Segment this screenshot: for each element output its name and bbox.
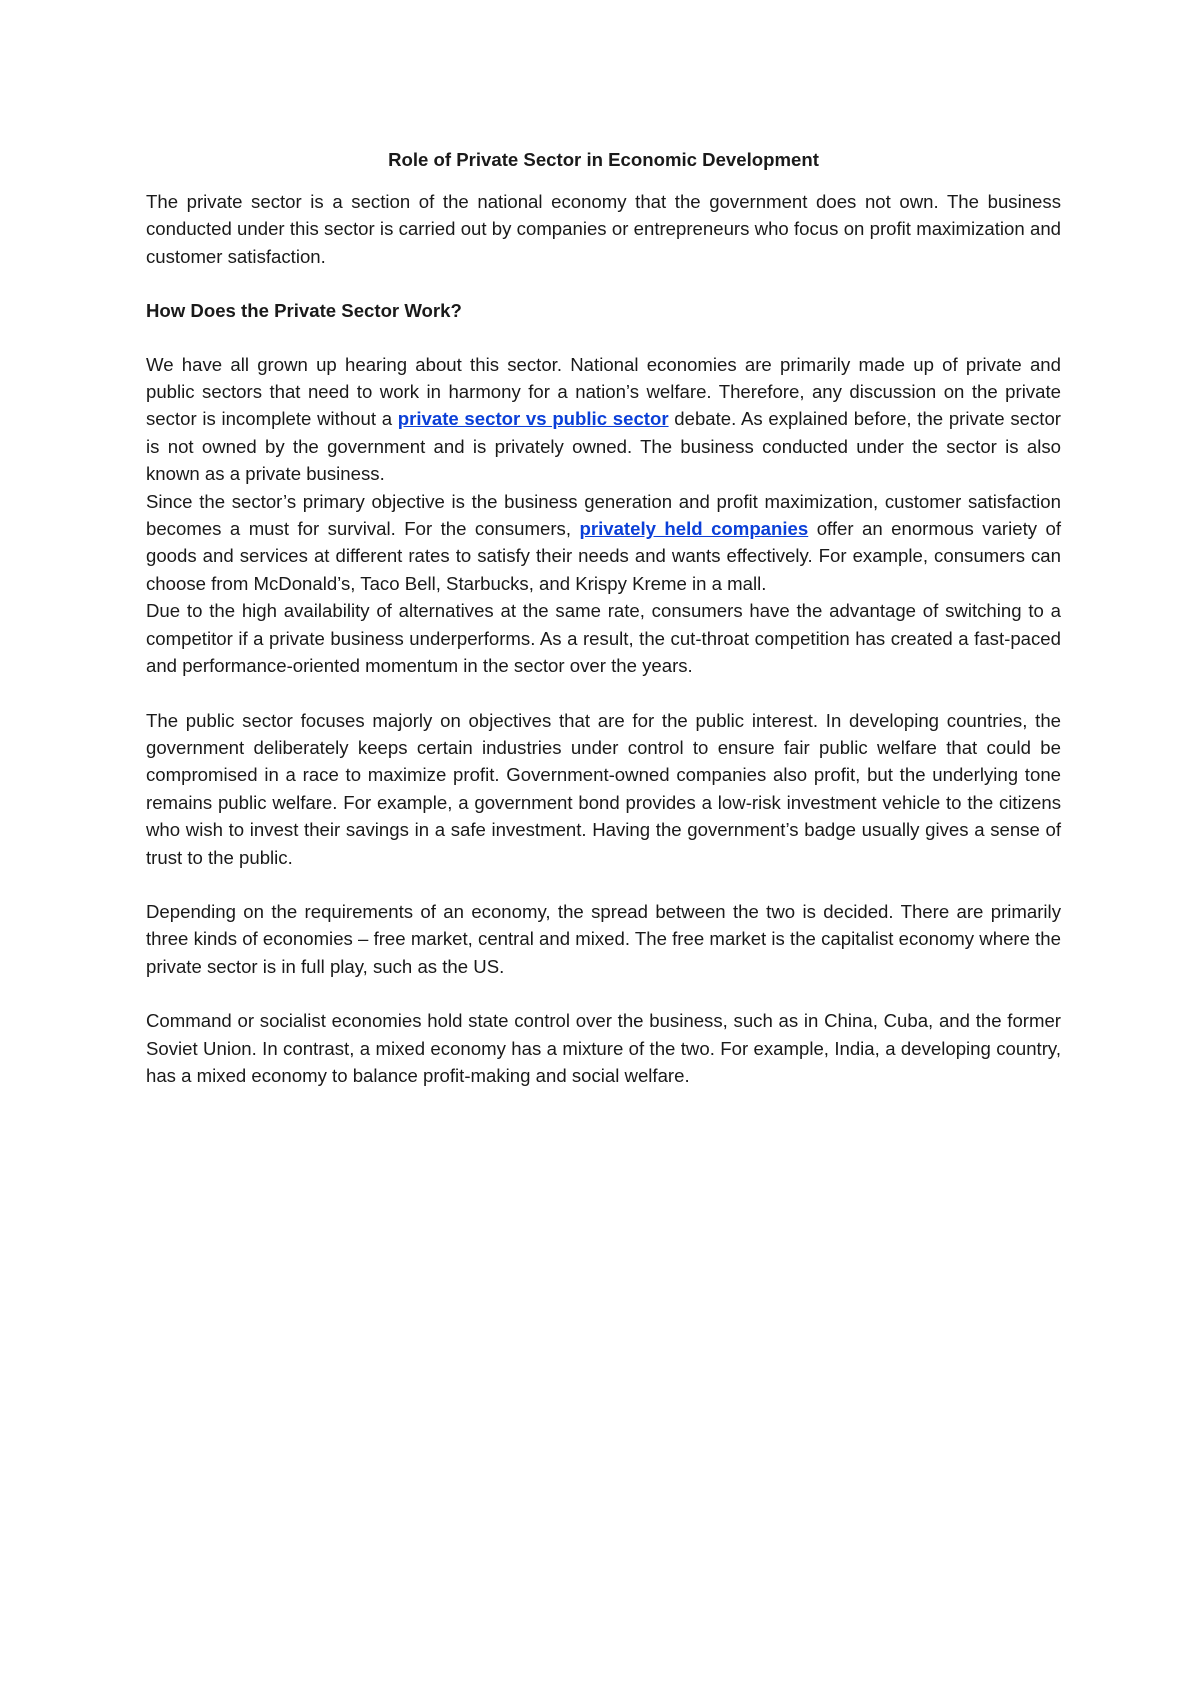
private-vs-public-sector-link[interactable]: private sector vs public sector: [397, 408, 669, 430]
paragraph-text: We have all grown up hearing about this sector. National economies are primarily made up of private and public sectors that need to work in harmony for a nation’s welfare. Therefore, any discussion on the private sector is incomplete without a: [146, 353, 1061, 430]
paragraph-private-sector-overview: [146, 351, 1061, 488]
paragraph-command-economies: Command or socialist economies hold state control over the business, such as in China, Cuba, and the former Soviet Union. In contrast, a mixed economy has a mixture of the two. For example, India, a developing country, has a mixed economy to balance profit-making and social welfare.: [146, 1010, 1061, 1086]
document-title: Role of Private Sector in Economic Development: [388, 149, 819, 170]
paragraph-text: debate. As explained before, the private sector is not owned by the government and is privately owned. The business conducted under the sector is also known as a private business.: [146, 408, 1061, 485]
paragraph-economy-types: Depending on the requirements of an economy, the spread between the two is decided. There are primarily three kinds of economies – free market, central and mixed. The free market is the capitalist economy where the private sector is in full play, such as the US.: [146, 900, 1061, 977]
section-heading: How Does the Private Sector Work?: [146, 300, 462, 322]
privately-held-companies-link[interactable]: privately held companies: [579, 518, 809, 540]
paragraph-public-sector: The public sector focuses majorly on objectives that are for the public interest. In developing countries, the government deliberately keeps certain industries under control to ensure fair public welfare that could be compromised in a race to maximize profit. Government-owned companies also profit, but the underlying tone remains public welfare. For example, a government bond provides a low-risk investment vehicle to the citizens who wish to invest their savings in a safe investment. Having the government’s badge usually gives a sense of trust to the public.: [146, 709, 1061, 868]
paragraph-profit-objective: [146, 488, 1061, 598]
document-body: [146, 146, 1061, 1089]
paragraph-text: offer an enormous variety of goods and services at different rates to satisfy their needs and wants effectively. For example, consumers can choose from McDonald’s, Taco Bell, Starbucks, and Krispy Kreme in a mall.: [146, 518, 1062, 594]
intro-paragraph: The private sector is a section of the national economy that the government does not own. The business conducted under this sector is carried out by companies or entrepreneurs who focus on profit maximization and customer satisfaction.: [146, 191, 1061, 267]
paragraph-text: Since the sector’s primary objective is the business generation and profit maximization, customer satisfaction becomes a must for survival. For the consumers,: [146, 490, 1061, 540]
paragraph-competition: Due to the high availability of alternatives at the same rate, consumers have the advantage of switching to a competitor if a private business underperforms. As a result, the cut-throat competition has created a fast-paced and performance-oriented momentum in the sector over the years.: [146, 600, 1061, 677]
